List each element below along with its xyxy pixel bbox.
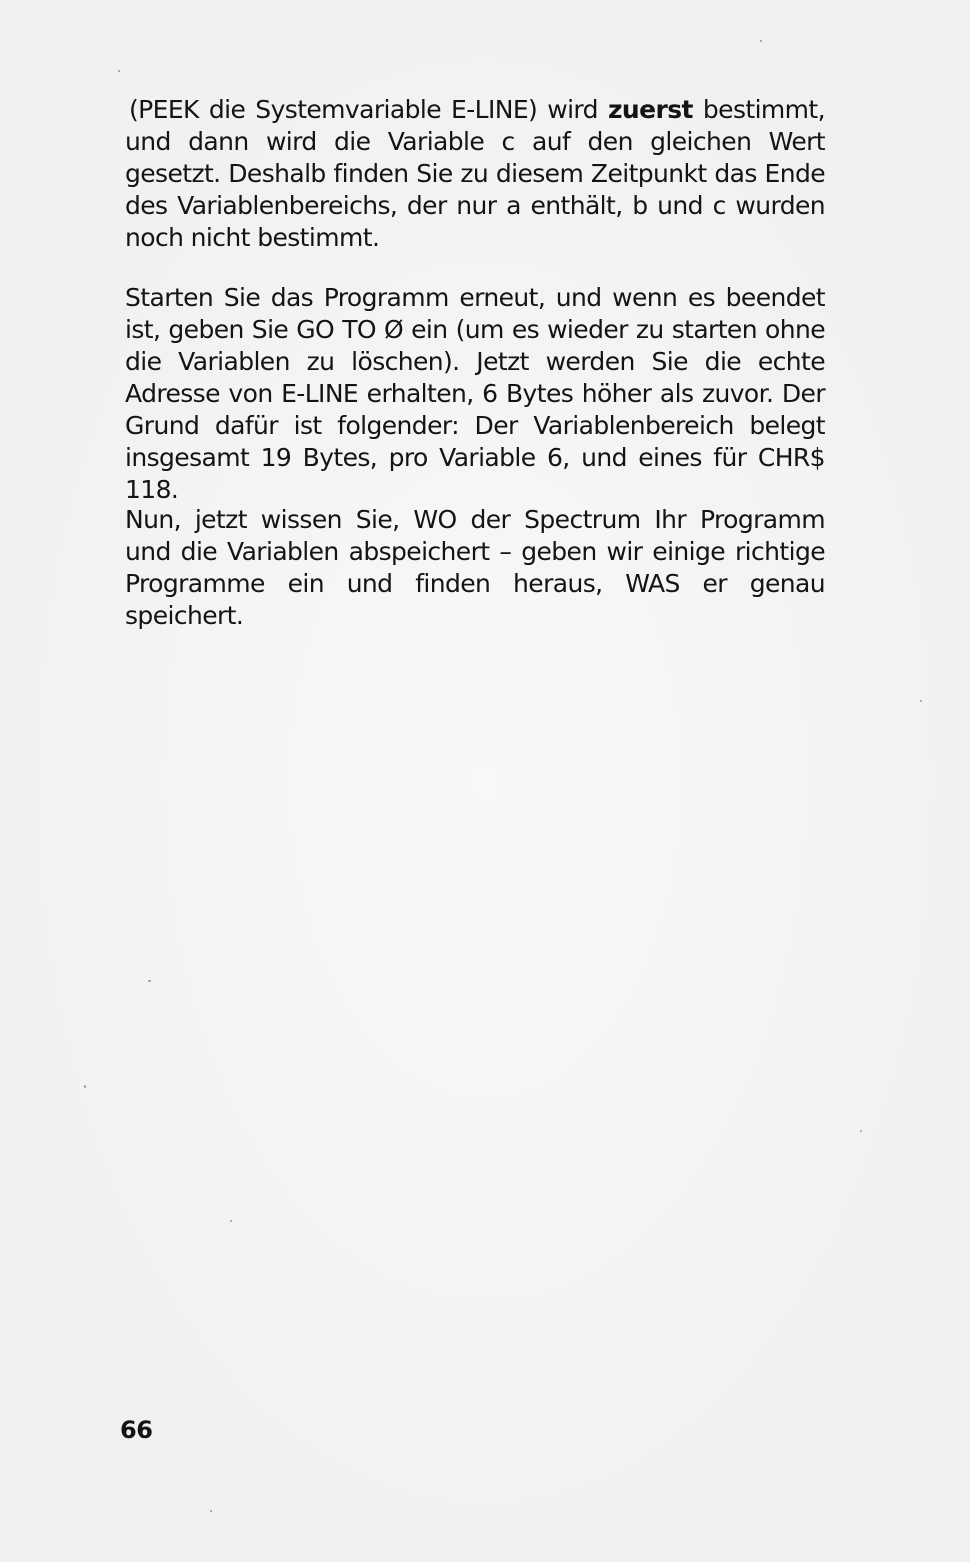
page-number: 66	[120, 1416, 153, 1444]
paper-speck	[148, 980, 151, 982]
paper-speck	[230, 1220, 232, 1222]
paper-speck	[118, 70, 120, 72]
paragraph-1-lead: (PEEK die Systemvariable E-LINE) wird	[129, 95, 608, 124]
paper-speck	[920, 700, 922, 702]
paper-speck	[860, 1130, 862, 1132]
paper-speck	[210, 1510, 212, 1512]
paragraph-2: Starten Sie das Programm erneut, und wenn es beendet ist, geben Sie GO TO Ø ein (um es wieder zu starten ohne die Variablen zu löschen). Jetzt werden Sie die echte Adresse von E-LINE erhalten, 6 Bytes höher als zuvor. Der Grund dafür ist folgender: Der Variablenbereich belegt insgesamt 19 Bytes, pro Variable 6, und eines für CHR$ 118.	[125, 283, 825, 504]
paragraph-1-rest: bestimmt, und dann wird die Variable c auf den gleichen Wert gesetzt. Deshalb finden Sie zu diesem Zeitpunkt das Ende des Variablenbereichs, der nur a enthält, b und c wurden noch nicht bestimmt.	[125, 95, 825, 252]
emphasis-zuerst: zuerst	[607, 95, 693, 124]
paper-speck	[760, 40, 762, 42]
paragraph-1	[125, 94, 825, 254]
paper-speck	[84, 1085, 86, 1088]
paragraph-3: Nun, jetzt wissen Sie, WO der Spectrum Ihr Programm und die Variablen abspeichert – geben wir einige richtige Programme ein und finden heraus, WAS er genau speichert.	[125, 505, 825, 630]
